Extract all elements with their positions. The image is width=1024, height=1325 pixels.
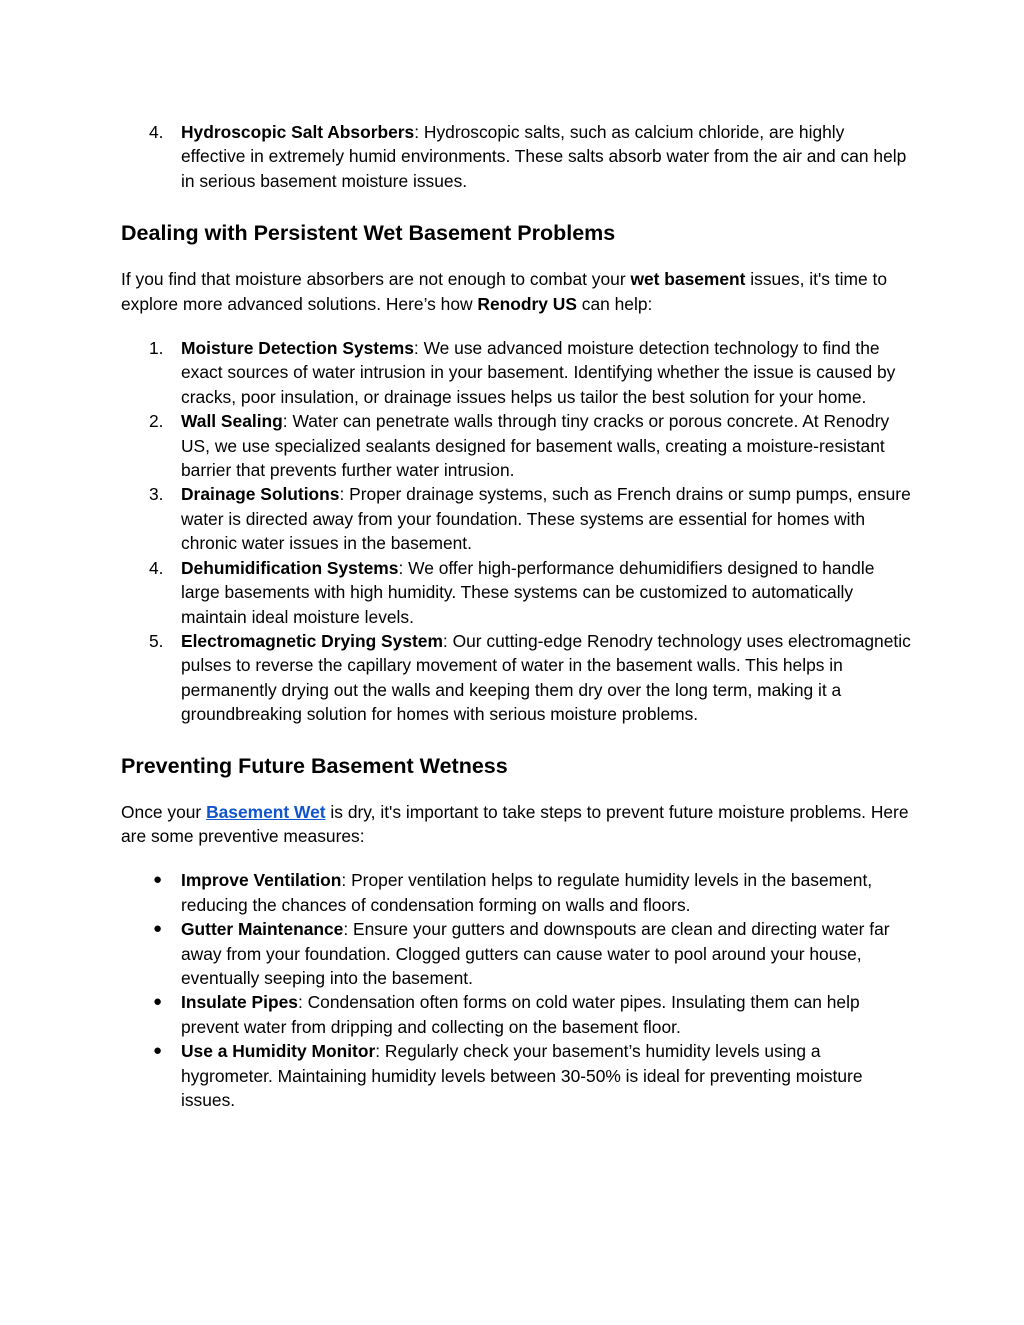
list-item-term: Improve Ventilation — [181, 870, 342, 891]
list-item-term: Gutter Maintenance — [181, 919, 344, 940]
list-item-text: : Water can penetrate walls through tiny cracks or porous concrete. At Renodry US, we use specialized sealants designed for basement walls, creating a moisture-resistant barrier that prevents further water intrusion. — [181, 411, 890, 481]
paragraph-text: is dry, it's important to take steps to prevent future moisture problems. Here are some preventive measures: — [121, 801, 909, 846]
list-item-term: Wall Sealing — [181, 411, 283, 432]
list-item-term: Drainage Solutions — [181, 484, 340, 505]
salt-absorbers-list — [121, 120, 911, 193]
list-item — [121, 1039, 911, 1112]
list-number: 4. — [149, 557, 164, 578]
list-number: 4. — [149, 122, 164, 142]
list-item — [121, 409, 911, 482]
basement-wet-link[interactable]: Basement Wet — [206, 801, 326, 822]
list-item-text: : We offer high-performance dehumidifiers designed to handle large basements with high humidity. These systems can be customized to automatically maintain ideal moisture levels. — [181, 557, 875, 627]
paragraph-text: If you find that moisture absorbers are not enough to combat your — [121, 269, 631, 290]
list-item-term: Moisture Detection Systems — [181, 338, 414, 359]
section-paragraph-preventing — [121, 800, 911, 849]
list-item-text: : Condensation often forms on cold water pipes. Insulating them can help prevent water from dripping and collecting on the basement floor. — [181, 992, 860, 1037]
list-number: 3. — [149, 484, 164, 505]
list-item-term: Hydroscopic Salt Absorbers — [181, 122, 415, 142]
solutions-list — [121, 336, 911, 727]
bullet-icon: ● — [153, 871, 163, 889]
list-item-text: : Regularly check your basement’s humidity levels using a hygrometer. Maintaining humidity levels between 30-50% is ideal for preventing moisture issues. — [181, 1041, 863, 1110]
bold-text: wet basement — [630, 269, 746, 290]
document-content — [121, 120, 911, 1112]
paragraph-text: Once your — [121, 801, 207, 822]
list-item-text: : Hydroscopic salts, such as calcium chloride, are highly effective in extremely humid environments. These salts absorb water from the air and can help in serious basement moisture issues. — [181, 122, 907, 191]
list-item-text: : Proper drainage systems, such as French drains or sump pumps, ensure water is directed away from your foundation. These systems are essential for homes with chronic water issues in the basement. — [181, 484, 911, 554]
list-item-text: : We use advanced moisture detection technology to find the exact sources of water intrusion in your basement. Identifying whether the issue is caused by cracks, poor insulation, or drainage issues helps us tailor the best solution for your home. — [181, 338, 896, 407]
preventive-measures-list — [121, 868, 911, 1112]
paragraph-text: issues, it's time to explore more advanced solutions. Here’s how — [121, 269, 887, 314]
list-item — [121, 556, 911, 629]
section-paragraph-persistent — [121, 267, 911, 316]
bullet-icon: ● — [153, 1042, 163, 1060]
list-item-text: : Proper ventilation helps to regulate humidity levels in the basement, reducing the chances of condensation forming on walls and floors. — [181, 870, 873, 915]
list-item-term: Electromagnetic Drying System — [181, 630, 443, 651]
list-item — [121, 629, 911, 727]
bullet-icon: ● — [153, 920, 163, 938]
list-item-text: : Ensure your gutters and downspouts are clean and directing water far away from your foundation. Clogged gutters can cause water to pool around your house, eventually seeping into the basement. — [181, 919, 890, 988]
list-number: 5. — [149, 630, 164, 651]
list-item — [121, 336, 911, 409]
list-item — [121, 990, 911, 1039]
list-item-text: : Our cutting-edge Renodry technology uses electromagnetic pulses to reverse the capillary movement of water in the basement walls. This helps in permanently drying out the walls and keeping them dry over the long term, making it a groundbreaking solution for homes with serious moisture problems. — [181, 630, 911, 725]
list-item — [121, 120, 911, 193]
section-heading-preventing: Preventing Future Basement Wetness — [121, 753, 508, 778]
bullet-icon: ● — [153, 993, 163, 1011]
paragraph-text: can help: — [576, 293, 653, 314]
list-number: 1. — [149, 338, 164, 359]
list-item-term: Dehumidification Systems — [181, 557, 399, 578]
list-item — [121, 917, 911, 990]
section-heading-persistent: Dealing with Persistent Wet Basement Problems — [121, 221, 616, 246]
list-item-term: Insulate Pipes — [181, 992, 298, 1013]
list-item — [121, 868, 911, 917]
list-number: 2. — [149, 411, 164, 432]
list-item — [121, 482, 911, 555]
list-item-term: Use a Humidity Monitor — [181, 1041, 376, 1062]
bold-text: Renodry US — [477, 293, 577, 314]
